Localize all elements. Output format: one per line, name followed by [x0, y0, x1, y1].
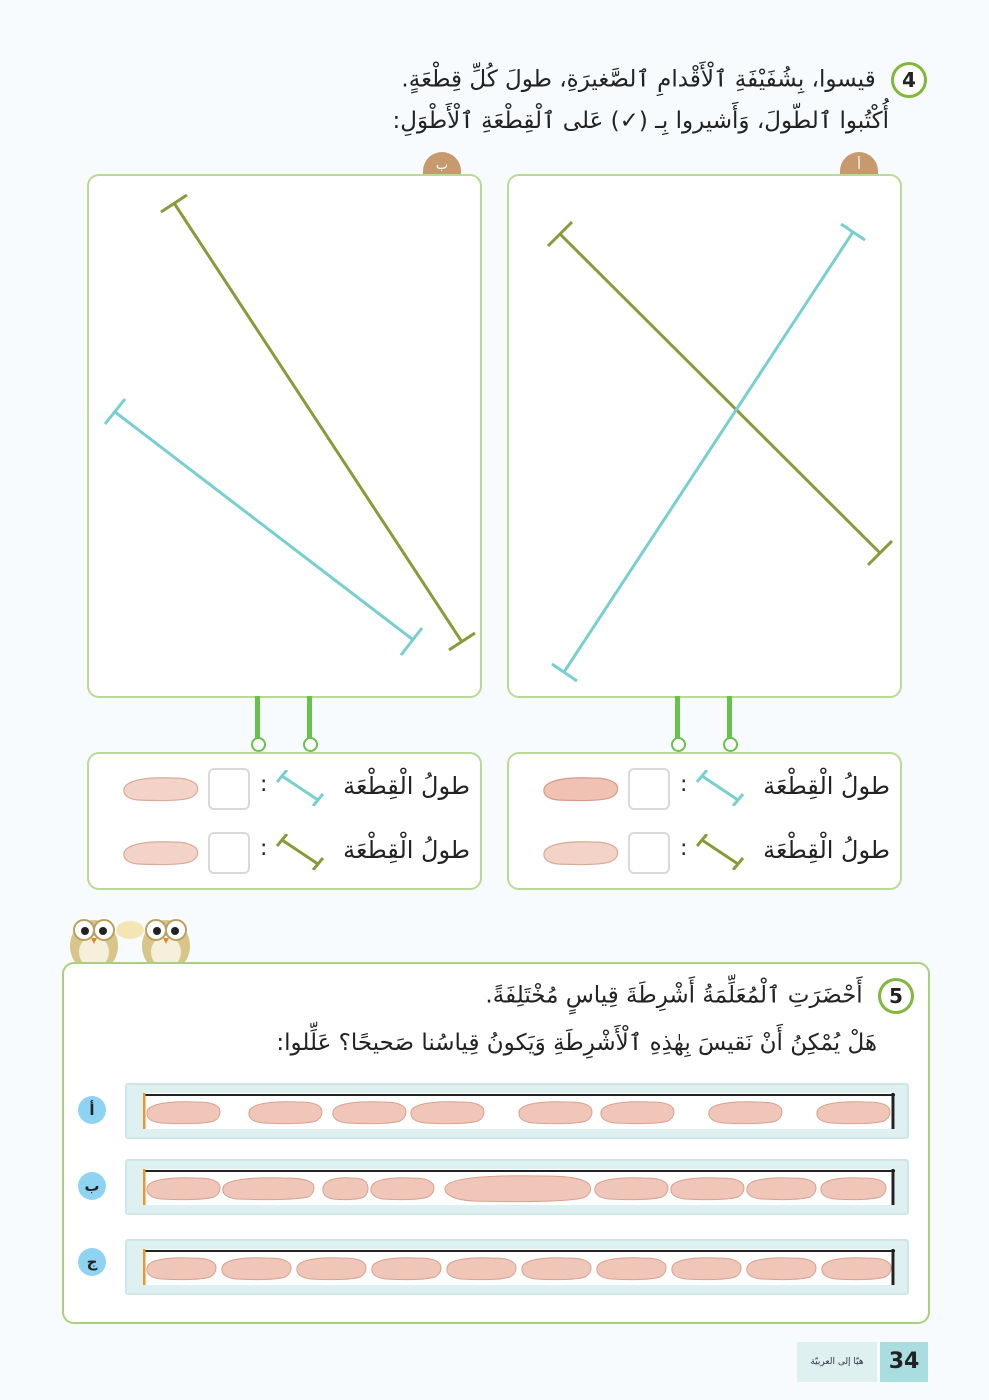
- panel-a-olive-segment: [548, 222, 892, 565]
- strip-feet-a: [143, 1093, 895, 1129]
- olive-segment-icon: [696, 834, 744, 870]
- publisher-logo: هيّا إلى العربيّة: [797, 1342, 877, 1382]
- length-answer-box[interactable]: [628, 832, 670, 874]
- foot-icon: [120, 836, 200, 868]
- length-answer-box[interactable]: [208, 832, 250, 874]
- segment-length-label: طولُ الْقِطْعَة: [343, 772, 470, 800]
- strip-tape: [143, 1249, 895, 1285]
- connector-ring: [671, 737, 686, 752]
- teal-segment-icon: [696, 770, 744, 806]
- exercise-number-badge: 5: [878, 978, 914, 1014]
- exercise-number-badge: 4: [891, 62, 927, 98]
- panel-b-olive-segment: [161, 195, 475, 650]
- segment-length-label: طولُ الْقِطْعَة: [763, 772, 890, 800]
- connector-ring: [723, 737, 738, 752]
- segment-length-label: طولُ الْقِطْعَة: [763, 836, 890, 864]
- exercise-4-instruction-1: قيسوا، بِشُفَيْفَةِ ٱلْأَقْدامِ ٱلصَّغيرَةِ، طولَ كُلِّ قِطْعَةٍ.: [401, 66, 876, 93]
- answer-row-teal: [530, 768, 890, 808]
- teal-segment-icon: [276, 770, 324, 806]
- exercise-5-instruction-1: أَحْضَرَتِ ٱلْمُعَلِّمَةُ أَشْرِطَةَ قِياسٍ مُخْتَلِفَةً.: [485, 982, 863, 1009]
- answer-row-olive: [530, 832, 890, 872]
- length-answer-box[interactable]: [208, 768, 250, 810]
- measuring-strip-c: [125, 1239, 909, 1295]
- foot-icon: [540, 836, 620, 868]
- connector: [307, 696, 312, 740]
- speech-bubble-icon: [116, 921, 144, 939]
- measuring-strip-a: [125, 1083, 909, 1139]
- colon: :: [260, 772, 268, 797]
- exercise-4-instruction-2: أُكْتُبوا ٱلطّولَ، وَأَشيروا بِـ (✓) عَلى ٱلْقِطْعَةِ ٱلْأَطْوَلِ:: [392, 108, 889, 134]
- measuring-strip-b: [125, 1159, 909, 1215]
- colon: :: [680, 836, 688, 861]
- strip-tape: [143, 1169, 895, 1205]
- segment-length-label: طولُ الْقِطْعَة: [343, 836, 470, 864]
- connector-ring: [251, 737, 266, 752]
- connector: [255, 696, 260, 740]
- exercise-5-question: هَلْ يُمْكِنُ أَنْ نَقيسَ بِهٰذِهِ ٱلْأَشْرِطَةِ وَيَكونُ قِياسُنا صَحيحًا؟ عَلِّلوا:: [276, 1030, 877, 1056]
- page-number: 34: [880, 1342, 928, 1382]
- answer-row-teal: [110, 768, 470, 808]
- strip-tape: [143, 1093, 895, 1129]
- length-answer-box[interactable]: [628, 768, 670, 810]
- strip-feet-b: [143, 1169, 895, 1205]
- strip-label-c: ج: [78, 1248, 106, 1276]
- foot-icon: [120, 772, 200, 804]
- strip-label-b: ب: [78, 1172, 106, 1200]
- colon: :: [680, 772, 688, 797]
- panel-a-tag: أ: [840, 152, 878, 176]
- answer-row-olive: [110, 832, 470, 872]
- foot-icon: [540, 772, 620, 804]
- connector-ring: [303, 737, 318, 752]
- connector: [675, 696, 680, 740]
- strip-feet-c: [143, 1249, 895, 1285]
- exercise-5-line-1: [485, 978, 914, 1014]
- panel-b-teal-segment: [105, 399, 422, 655]
- olive-segment-icon: [276, 834, 324, 870]
- colon: :: [260, 836, 268, 861]
- panel-a-teal-segment: [552, 224, 865, 681]
- exercise-5-line-2: [276, 1030, 877, 1056]
- panel-b-tag: ب: [423, 152, 461, 176]
- connector: [727, 696, 732, 740]
- strip-label-a: أ: [78, 1096, 106, 1124]
